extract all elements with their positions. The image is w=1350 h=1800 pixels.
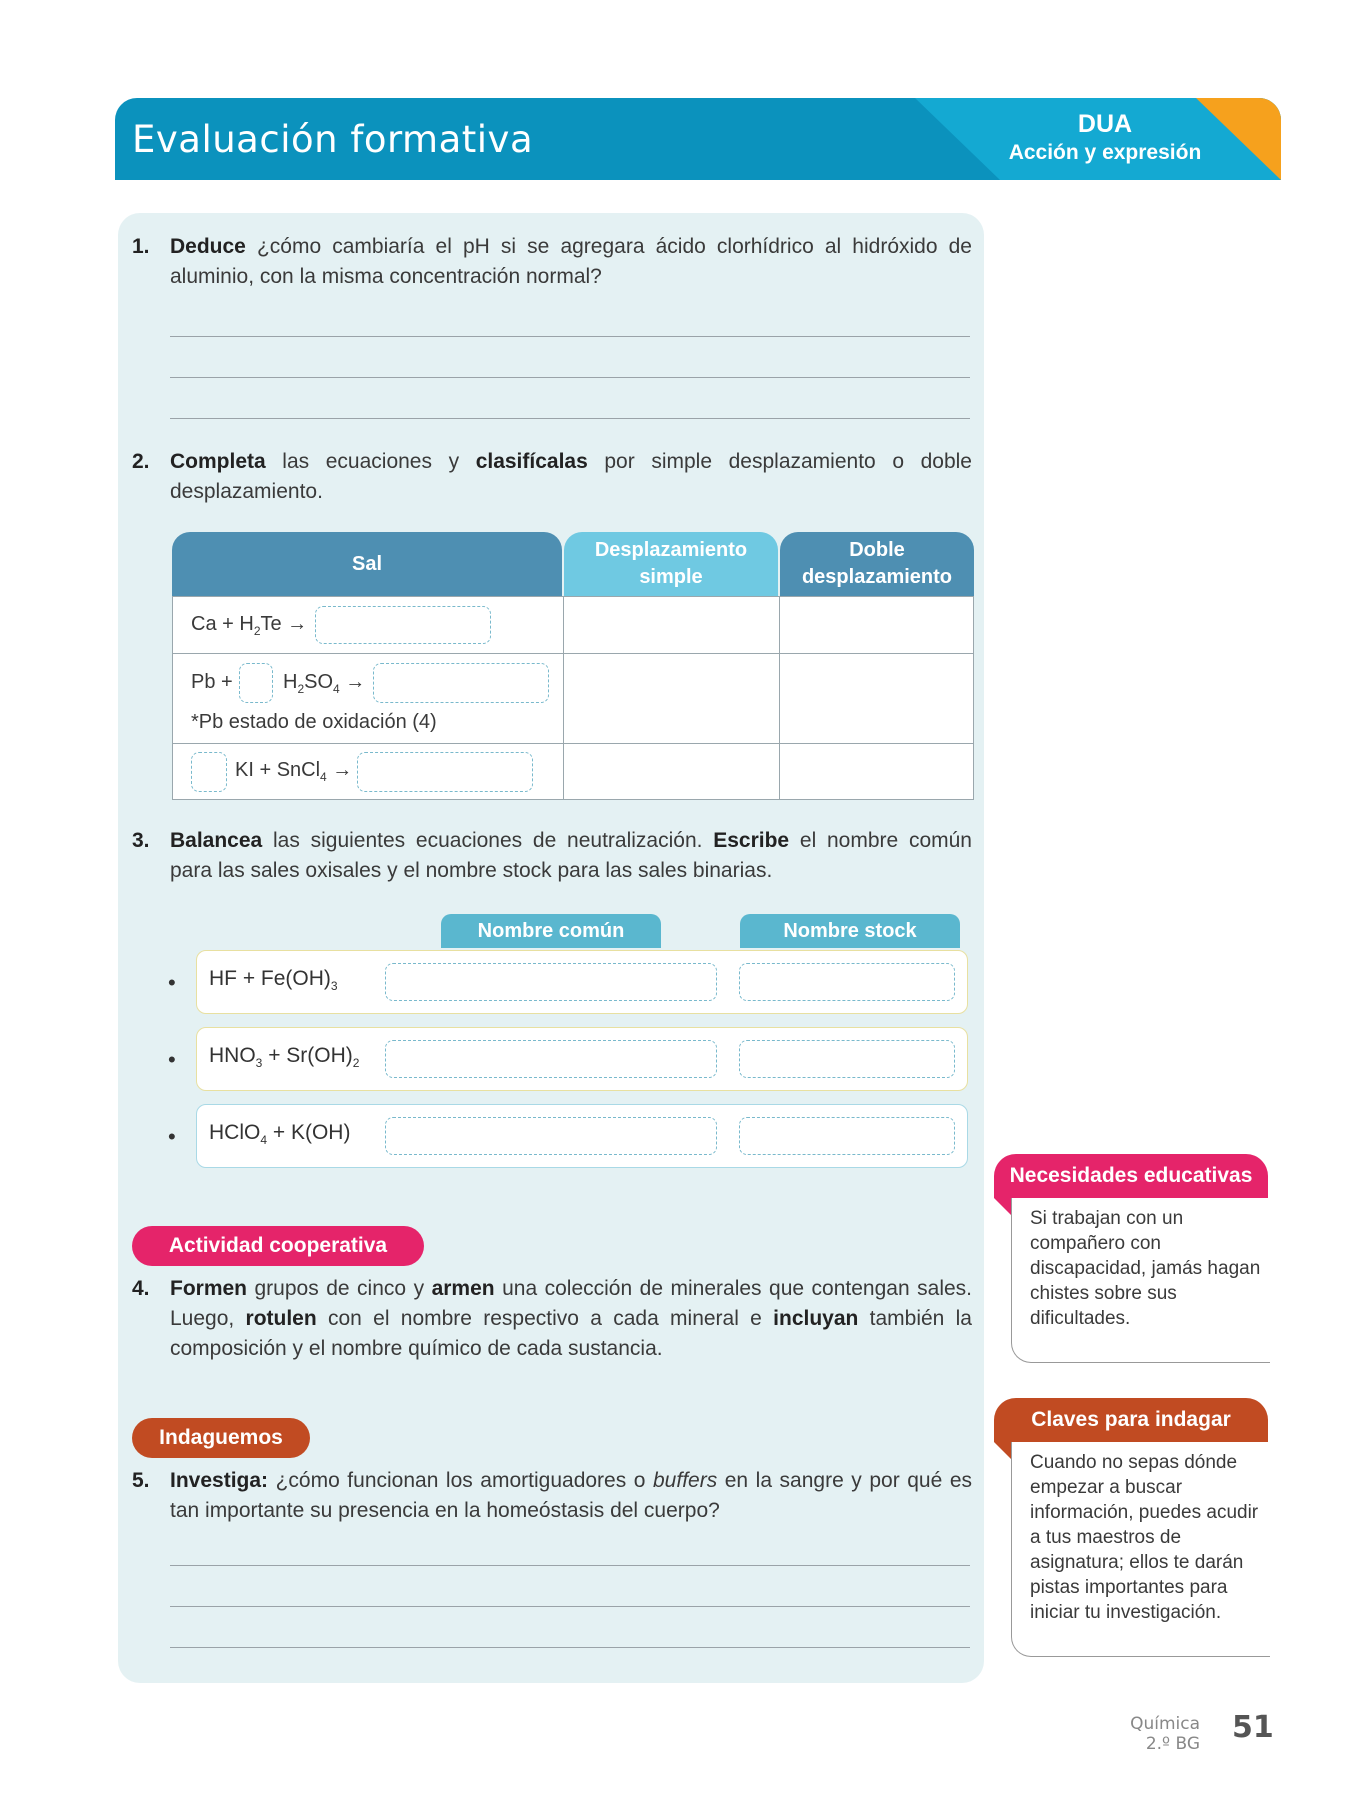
answer-line[interactable]	[170, 418, 970, 419]
page-number: 51	[1232, 1710, 1274, 1745]
question-body: grupos de cinco y	[247, 1277, 432, 1300]
subscript: 3	[255, 1056, 263, 1071]
bullet: •	[168, 1124, 176, 1149]
bullet: •	[168, 970, 176, 995]
indaguemos-pill: Indaguemos	[132, 1418, 310, 1458]
equation-part: SO	[304, 671, 334, 693]
equation	[209, 1121, 350, 1147]
question-text	[170, 232, 972, 292]
answer-line[interactable]	[170, 1647, 970, 1648]
dua-subtitle: Acción y expresión	[1008, 141, 1202, 164]
equation	[209, 1044, 359, 1070]
question-body: el nombre común para las sales oxisales y el nombre stock para las sales binarias.	[170, 829, 972, 882]
equation-part: →	[339, 671, 366, 693]
subscript: 2	[352, 1056, 360, 1071]
research-keys-title: Claves para indagar	[994, 1398, 1268, 1442]
equation-ki	[235, 759, 352, 784]
subscript: 2	[253, 624, 261, 638]
common-name-input[interactable]	[385, 963, 717, 1001]
question-5	[132, 1466, 972, 1530]
question-number: 2.	[132, 450, 150, 473]
equation-part: HClO	[209, 1121, 261, 1144]
equation-part: KI + SnCl	[235, 759, 321, 781]
research-keys-box	[1011, 1442, 1270, 1657]
question-body: las siguientes ecuaciones de neutralización.	[262, 829, 714, 852]
answer-line[interactable]	[170, 377, 970, 378]
table-body	[172, 596, 974, 800]
question-body: también la composición y el nombre químico de cada sustancia.	[170, 1307, 972, 1360]
question-verb: Investiga:	[170, 1469, 269, 1492]
equation-pb-start: Pb +	[191, 671, 233, 693]
equation-part: + K(OH)	[267, 1121, 351, 1144]
header-simple-displacement: Desplazamiento simple	[564, 532, 778, 596]
question-verb: incluyan	[773, 1307, 859, 1330]
question-number: 1.	[132, 235, 150, 258]
research-keys-text: Cuando no sepas dónde empezar a buscar información, puedes acudir a tus maestros de asignatura; ellos te darán pistas importantes para iniciar tu investigación.	[1030, 1452, 1259, 1623]
tab-nombre-comun: Nombre común	[441, 914, 661, 948]
question-number: 5.	[132, 1469, 150, 1492]
coefficient-input[interactable]	[191, 752, 227, 792]
equation-part: H	[283, 671, 298, 693]
question-text	[170, 826, 972, 886]
question-body: ¿cómo cambiaría el pH si se agregara ácido clorhídrico al hidróxido de aluminio, con la misma concentración normal?	[170, 235, 972, 288]
neutralization-row	[196, 950, 968, 1014]
column-divider	[563, 597, 564, 799]
neutralization-row	[196, 1027, 968, 1091]
question-body: en la sangre y por qué es tan importante su presencia en la homeóstasis del cuerpo?	[170, 1469, 972, 1522]
question-verb: clasifícalas	[475, 450, 588, 473]
product-input[interactable]	[357, 752, 533, 792]
question-text	[170, 1274, 972, 1364]
footer-subject	[1120, 1714, 1200, 1754]
equation-part: →	[326, 759, 353, 781]
header-sal: Sal	[172, 532, 562, 596]
question-verb: Balancea	[170, 829, 263, 852]
stock-name-input[interactable]	[739, 1117, 955, 1155]
row-divider	[173, 653, 973, 654]
question-verb: rotulen	[245, 1307, 317, 1330]
dua-label: DUA	[1077, 110, 1133, 138]
subscript: 4	[260, 1133, 268, 1148]
oxidation-note: *Pb estado de oxidación (4)	[191, 711, 437, 733]
subscript: 2	[297, 682, 305, 696]
equation-part: HNO	[209, 1044, 256, 1067]
grade-label: 2.º BG	[1145, 1734, 1200, 1754]
equation-part: Ca + H	[191, 613, 254, 635]
column-divider	[779, 597, 780, 799]
product-input[interactable]	[315, 606, 491, 644]
neutralization-row	[196, 1104, 968, 1168]
question-body: ¿cómo funcionan los amortiguadores o	[268, 1469, 653, 1492]
product-input[interactable]	[373, 663, 549, 703]
question-body: las ecuaciones y	[265, 450, 476, 473]
bullet: •	[168, 1047, 176, 1072]
answer-line[interactable]	[170, 1565, 970, 1566]
section-header	[115, 98, 1281, 180]
equation	[209, 967, 338, 993]
equation-ca	[191, 613, 307, 638]
coefficient-input[interactable]	[239, 663, 273, 703]
answer-line[interactable]	[170, 1606, 970, 1607]
question-2	[132, 447, 972, 511]
subscript: 4	[333, 682, 340, 696]
question-text	[170, 447, 972, 507]
section-title: Evaluación formativa	[132, 118, 534, 161]
question-verb: Formen	[170, 1277, 248, 1300]
question-number: 4.	[132, 1277, 150, 1300]
question-verb: Deduce	[170, 235, 246, 258]
evaluation-panel	[118, 213, 984, 1683]
question-1	[132, 232, 972, 296]
question-number: 3.	[132, 829, 150, 852]
header-double-displacement: Doble desplazamiento	[780, 532, 974, 596]
subscript: 3	[330, 979, 338, 994]
callout-tail	[994, 1442, 1012, 1460]
educational-needs-title: Necesidades educativas	[994, 1154, 1268, 1198]
question-verb: armen	[431, 1277, 495, 1300]
callout-tail	[994, 1198, 1012, 1216]
educational-needs-box	[1011, 1198, 1270, 1363]
subscript: 4	[320, 770, 327, 784]
answer-line[interactable]	[170, 336, 970, 337]
subject-name: Química	[1130, 1714, 1200, 1734]
row-divider	[173, 743, 973, 744]
classification-table	[172, 532, 974, 798]
equation-part: HF + Fe(OH)	[209, 967, 331, 990]
common-name-input[interactable]	[385, 1117, 717, 1155]
question-verb: Escribe	[713, 829, 790, 852]
question-body: por simple desplazamiento o doble desplazamiento.	[170, 450, 972, 503]
question-body: una colección de minerales que contengan sales. Luego,	[170, 1277, 972, 1330]
emphasis: buffers	[653, 1469, 718, 1492]
question-verb: Completa	[170, 450, 266, 473]
question-text	[170, 1466, 972, 1526]
cooperative-activity-pill: Actividad cooperativa	[132, 1226, 424, 1266]
equation-pb-rest	[283, 671, 365, 696]
stock-name-input[interactable]	[739, 1040, 955, 1078]
stock-name-input[interactable]	[739, 963, 955, 1001]
educational-needs-text: Si trabajan con un compañero con discapacidad, jamás hagan chistes sobre sus dificultades.	[1030, 1208, 1261, 1329]
question-4	[132, 1274, 972, 1368]
question-3	[132, 826, 972, 890]
question-body: con el nombre respectivo a cada mineral e	[316, 1307, 774, 1330]
common-name-input[interactable]	[385, 1040, 717, 1078]
equation-part: + Sr(OH)	[262, 1044, 353, 1067]
tab-nombre-stock: Nombre stock	[740, 914, 960, 948]
equation-part: Te →	[260, 613, 308, 635]
